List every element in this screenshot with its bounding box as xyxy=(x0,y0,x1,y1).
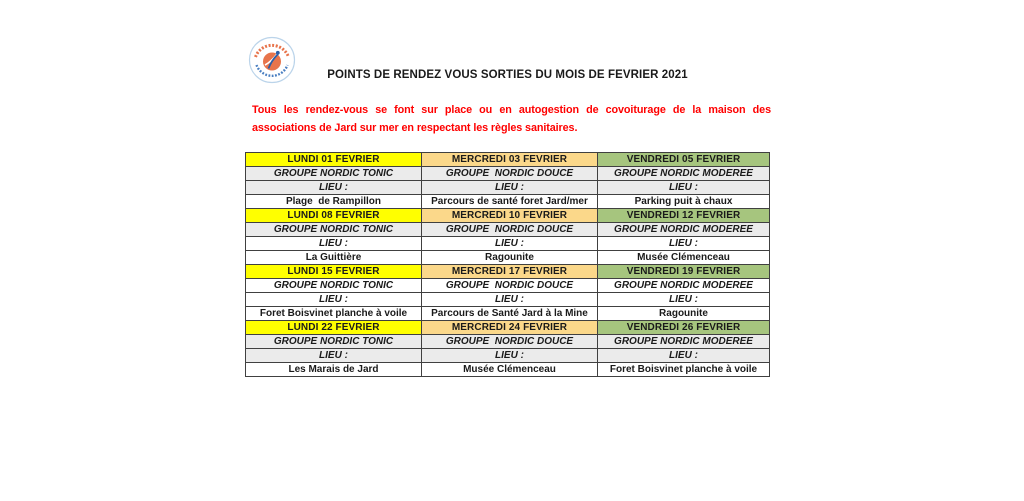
notice-line-2: associations de Jard sur mer en respectant les règles sanitaires. xyxy=(252,122,578,134)
week-3-group-row xyxy=(246,279,770,293)
group-name: GROUPE NORDIC DOUCE xyxy=(422,279,598,293)
week-1-location-row xyxy=(246,195,770,209)
meeting-location: La Guittière xyxy=(246,251,422,265)
lieu-label: LIEU : xyxy=(598,293,770,307)
logo-walker-head xyxy=(276,51,280,55)
week-1-group-row xyxy=(246,167,770,181)
week-3-date-row xyxy=(246,265,770,279)
lieu-label: LIEU : xyxy=(422,237,598,251)
week-4-lieu-row xyxy=(246,349,770,363)
week-3-location-row xyxy=(246,307,770,321)
lieu-label: LIEU : xyxy=(246,237,422,251)
group-name: GROUPE NORDIC MODEREE xyxy=(598,335,770,349)
meeting-location: Ragounite xyxy=(598,307,770,321)
group-name: GROUPE NORDIC MODEREE xyxy=(598,167,770,181)
group-name: GROUPE NORDIC DOUCE xyxy=(422,167,598,181)
schedule-table-body xyxy=(246,153,770,377)
lieu-label: LIEU : xyxy=(246,293,422,307)
week-4-date-row xyxy=(246,321,770,335)
week-4-group-row xyxy=(246,335,770,349)
group-name: GROUPE NORDIC DOUCE xyxy=(422,335,598,349)
week-1-date-row xyxy=(246,153,770,167)
lieu-label: LIEU : xyxy=(422,293,598,307)
group-name: GROUPE NORDIC MODEREE xyxy=(598,279,770,293)
group-name: GROUPE NORDIC DOUCE xyxy=(422,223,598,237)
week-2-date-row xyxy=(246,209,770,223)
week-2-location-row xyxy=(246,251,770,265)
schedule-table xyxy=(245,152,770,377)
group-name: GROUPE NORDIC MODEREE xyxy=(598,223,770,237)
week-2-lieu-row xyxy=(246,237,770,251)
meeting-location: Parcours de santé foret Jard/mer xyxy=(422,195,598,209)
meeting-location: Parking puit à chaux xyxy=(598,195,770,209)
date-header: MERCREDI 03 FEVRIER xyxy=(422,153,598,167)
lieu-label: LIEU : xyxy=(598,181,770,195)
date-header: VENDREDI 05 FEVRIER xyxy=(598,153,770,167)
lieu-label: LIEU : xyxy=(246,181,422,195)
lieu-label: LIEU : xyxy=(598,349,770,363)
date-header: VENDREDI 26 FEVRIER xyxy=(598,321,770,335)
group-name: GROUPE NORDIC TONIC xyxy=(246,335,422,349)
date-header: LUNDI 22 FEVRIER xyxy=(246,321,422,335)
lieu-label: LIEU : xyxy=(598,237,770,251)
meeting-location: Plage de Rampillon xyxy=(246,195,422,209)
date-header: MERCREDI 17 FEVRIER xyxy=(422,265,598,279)
date-header: VENDREDI 19 FEVRIER xyxy=(598,265,770,279)
date-header: VENDREDI 12 FEVRIER xyxy=(598,209,770,223)
date-header: LUNDI 08 FEVRIER xyxy=(246,209,422,223)
meeting-location: Parcours de Santé Jard à la Mine xyxy=(422,307,598,321)
date-header: LUNDI 15 FEVRIER xyxy=(246,265,422,279)
date-header: MERCREDI 10 FEVRIER xyxy=(422,209,598,223)
week-1-lieu-row xyxy=(246,181,770,195)
week-3-lieu-row xyxy=(246,293,770,307)
meeting-location: Foret Boisvinet planche à voile xyxy=(246,307,422,321)
date-header: LUNDI 01 FEVRIER xyxy=(246,153,422,167)
group-name: GROUPE NORDIC TONIC xyxy=(246,223,422,237)
meeting-location: Foret Boisvinet planche à voile xyxy=(598,363,770,377)
lieu-label: LIEU : xyxy=(422,181,598,195)
week-4-location-row xyxy=(246,363,770,377)
date-header: MERCREDI 24 FEVRIER xyxy=(422,321,598,335)
meeting-location: Ragounite xyxy=(422,251,598,265)
page-title: POINTS DE RENDEZ VOUS SORTIES DU MOIS DE FEVRIER 2021 xyxy=(327,69,688,81)
week-2-group-row xyxy=(246,223,770,237)
lieu-label: LIEU : xyxy=(246,349,422,363)
group-name: GROUPE NORDIC TONIC xyxy=(246,167,422,181)
lieu-label: LIEU : xyxy=(422,349,598,363)
group-name: GROUPE NORDIC TONIC xyxy=(246,279,422,293)
meeting-location: Musée Clémenceau xyxy=(598,251,770,265)
meeting-location: Musée Clémenceau xyxy=(422,363,598,377)
meeting-location: Les Marais de Jard xyxy=(246,363,422,377)
notice-line-1: Tous les rendez-vous se font sur place ou en autogestion de covoiturage de la maison des xyxy=(252,104,771,116)
notice-text xyxy=(252,101,771,137)
